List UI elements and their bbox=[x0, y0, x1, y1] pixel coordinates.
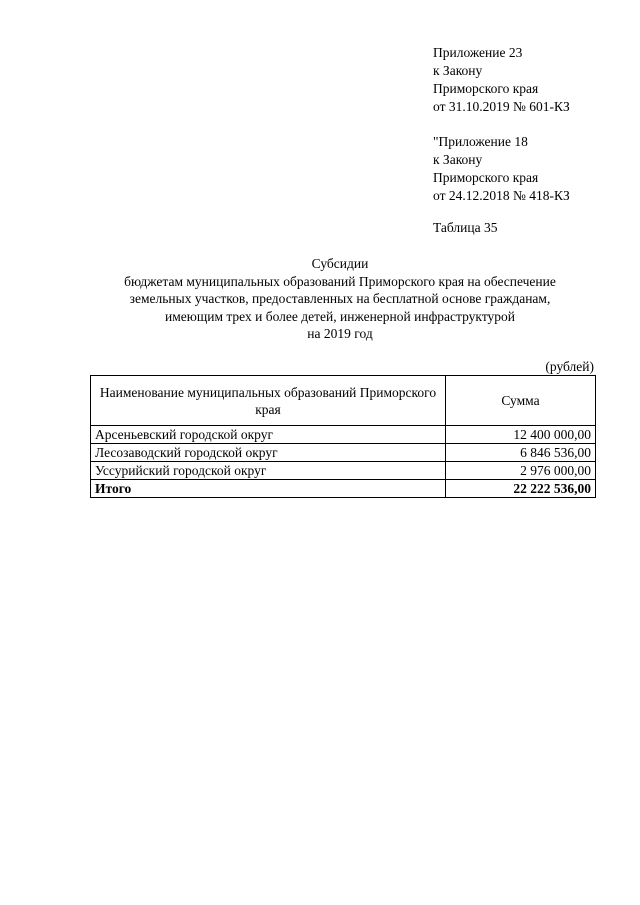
annex-current-line: Приложение 23 bbox=[433, 45, 523, 60]
subsidy-amount: 2 976 000,00 bbox=[446, 462, 596, 480]
total-row bbox=[91, 480, 596, 498]
annex-current-line: к Закону bbox=[433, 63, 483, 78]
header-municipality: Наименование муниципальных образований Приморского края bbox=[91, 376, 446, 426]
header-amount: Сумма bbox=[446, 376, 596, 426]
total-amount: 22 222 536,00 bbox=[446, 480, 596, 498]
municipality-name: Лесозаводский городской округ bbox=[91, 444, 446, 462]
annex-original-line: Приморского края bbox=[433, 170, 539, 185]
municipality-name: Арсеньевский городской округ bbox=[91, 426, 446, 444]
subsidy-table bbox=[90, 375, 596, 498]
annex-current-line: Приморского края bbox=[433, 81, 539, 96]
subsidy-amount: 6 846 536,00 bbox=[446, 444, 596, 462]
document-title bbox=[60, 255, 620, 343]
title-line: бюджетам муниципальных образований Приморского края на обеспечение bbox=[124, 273, 556, 289]
table-row bbox=[91, 444, 596, 462]
table-row bbox=[91, 426, 596, 444]
annex-original-line: "Приложение 18 bbox=[433, 134, 528, 149]
title-line: Субсидии bbox=[311, 256, 369, 271]
title-line: имеющим трех и более детей, инженерной инфраструктурой bbox=[164, 308, 516, 324]
table-number: Таблица 35 bbox=[433, 220, 498, 235]
total-label: Итого bbox=[91, 480, 446, 498]
annex-current-line: от 31.10.2019 № 601-КЗ bbox=[433, 99, 570, 114]
annex-original-line: от 24.12.2018 № 418-КЗ bbox=[433, 188, 570, 203]
title-line: на 2019 год bbox=[307, 326, 373, 341]
municipality-name: Уссурийский городской округ bbox=[91, 462, 446, 480]
subsidy-amount: 12 400 000,00 bbox=[446, 426, 596, 444]
annex-original-line: к Закону bbox=[433, 152, 483, 167]
table-row bbox=[91, 462, 596, 480]
table-header-row bbox=[91, 376, 596, 426]
title-line: земельных участков, предоставленных на бесплатной основе гражданам, bbox=[129, 291, 551, 306]
annex-original-reference bbox=[433, 133, 623, 205]
annex-current-reference bbox=[433, 44, 623, 116]
currency-unit-note: (рублей) bbox=[545, 359, 594, 374]
